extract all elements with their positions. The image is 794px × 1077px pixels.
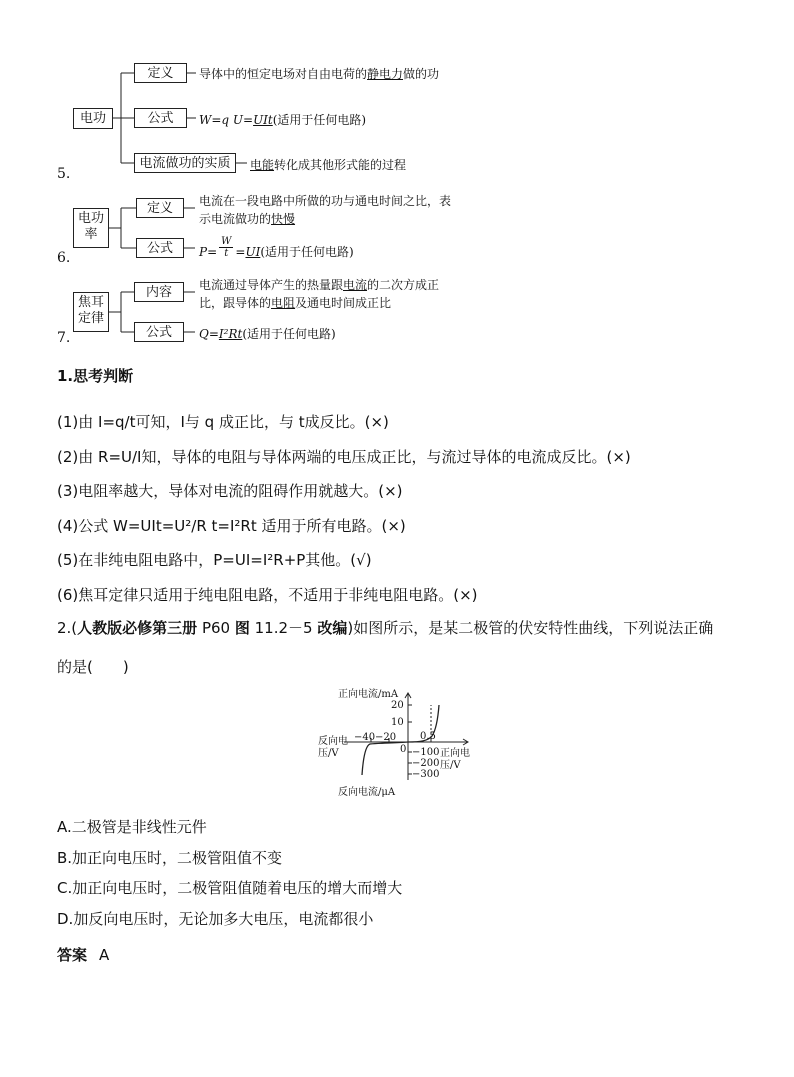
- tick-0: 0: [400, 744, 407, 755]
- y-negative-label: 反向电流/μA: [338, 787, 396, 798]
- node-electric-work: 电功: [73, 108, 113, 129]
- tick-neg200: −200: [412, 758, 440, 769]
- section-title-thinking: 1.思考判断: [57, 367, 134, 385]
- item-number-7: 7.: [57, 330, 71, 346]
- option-c: C.加正向电压时，二极管阻值随着电压的增大而增大: [57, 879, 403, 898]
- node-essence: 电流做功的实质: [134, 153, 236, 173]
- tick-neg20: −20: [375, 732, 397, 743]
- question-2-stem: 2.(人教版必修第三册 P60 图 11.2－5 改编)如图所示，是某二极管的伏安特性曲线，下列说法正确: [57, 619, 714, 637]
- option-b: B.加正向电压时，二极管阻值不变: [57, 848, 283, 867]
- essence-text: 电能转化成其他形式能的过程: [250, 158, 407, 172]
- item-number-5: 5.: [57, 166, 71, 182]
- judgement-item: (2)由 R=U/I知，导体的电阻与导体两端的电压成正比，与流过导体的电流成反比。(×): [57, 447, 631, 466]
- answer-value: A: [99, 946, 110, 964]
- node-definition: 定义: [134, 63, 187, 83]
- option-a: A.二极管是非线性元件: [57, 818, 207, 836]
- tick-10: 10: [391, 717, 404, 728]
- node-electric-power: 电功 率: [73, 208, 109, 248]
- formula-text: W=q U=UIt(适用于任何电路): [199, 113, 367, 127]
- node-content: 内容: [134, 282, 184, 302]
- tick-0-5: 0.5: [420, 731, 436, 742]
- options-list: [57, 812, 402, 935]
- node-formula: 公式: [134, 108, 187, 128]
- judgement-item: (3)电阻率越大，导体对电流的阻碍作用就越大。(×): [57, 482, 403, 501]
- judgement-item: (6)焦耳定律只适用于纯电阻电路，不适用于非纯电阻电路。(×): [57, 585, 478, 604]
- x-positive-label-1: 正向电: [440, 748, 470, 759]
- joule-content-text: 电流通过导体产生的热量跟电流的二次方成正 比，跟导体的电阻及通电时间成正比: [199, 278, 440, 310]
- tick-neg300: −300: [412, 769, 440, 780]
- answer-label: 答案: [57, 946, 88, 964]
- node-formula: 公式: [134, 322, 184, 342]
- judgement-item: (1)由 I=q/t可知，I与 q 成正比，与 t成反比。(×): [57, 413, 389, 431]
- x-negative-label-2: 压/V: [318, 748, 339, 759]
- node-formula: 公式: [136, 238, 184, 258]
- power-definition-text: 电流在一段电路中所做的功与通电时间之比，表 示电流做功的快慢: [199, 194, 452, 226]
- joule-formula-text: Q=I²Rt(适用于任何电路): [199, 327, 336, 341]
- node-joule-law: 焦耳 定律: [73, 292, 109, 332]
- answer: [57, 944, 109, 965]
- judgement-item: (4)公式 W=UIt=U²/R t=I²Rt 适用于所有电路。(×): [57, 516, 406, 535]
- x-positive-label-2: 压/V: [440, 760, 461, 771]
- y-positive-label: 正向电流/mA: [338, 689, 399, 700]
- definition-text: 导体中的恒定电场对自由电荷的静电力做的功: [199, 67, 440, 81]
- option-d: D.加反向电压时，无论加多大电压，电流都很小: [57, 910, 374, 929]
- power-formula-text: P= $\frac{W}{t}$ =UI(适用于任何电路): [199, 236, 354, 259]
- tick-neg40: −40: [354, 732, 376, 743]
- item-number-6: 6.: [57, 250, 71, 266]
- question-2-stem-line2: 的是( ): [57, 658, 129, 676]
- judgement-item: (5)在非纯电阻电路中，P=UI=I²R+P其他。(√): [57, 551, 372, 570]
- x-negative-label-1: 反向电: [318, 736, 348, 747]
- tick-neg100: −100: [412, 747, 440, 758]
- tick-20: 20: [391, 700, 404, 711]
- node-definition: 定义: [136, 198, 184, 218]
